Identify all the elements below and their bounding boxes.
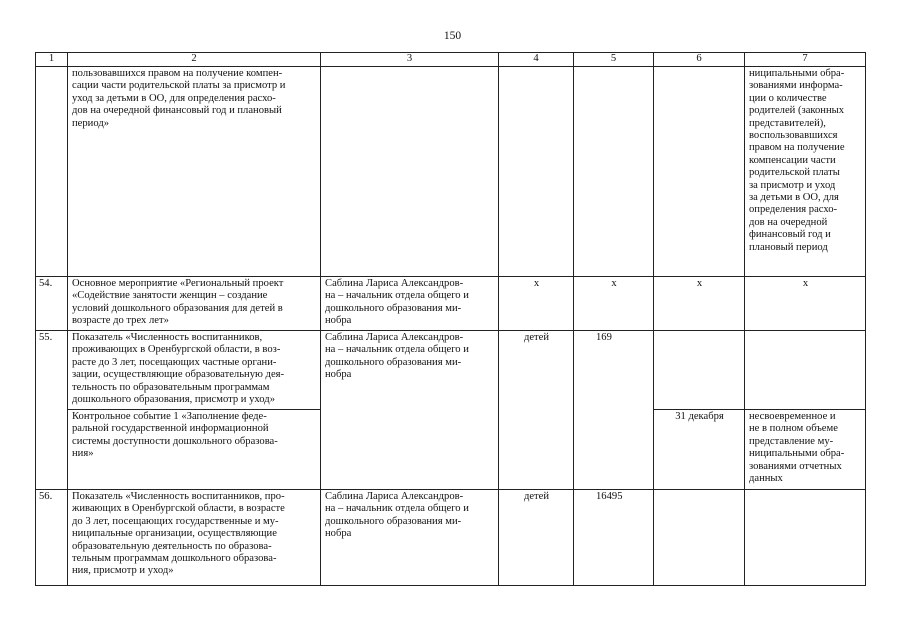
description-cell: Показатель «Численность воспитанников, проживающих в Оренбургской области, в воз- расте до 3 лет, посещающих частные органи- зации, осуществляющие образовательную дея- тельность по образовательным программам дошкольного образования, присмотр и уход» bbox=[68, 331, 321, 410]
table-row bbox=[36, 67, 866, 277]
unit-cell: детей bbox=[499, 490, 574, 586]
row-number bbox=[36, 67, 68, 277]
table-row bbox=[36, 277, 866, 331]
value-cell bbox=[574, 67, 654, 277]
unit-cell bbox=[499, 67, 574, 277]
deadline-cell bbox=[654, 331, 745, 410]
description-cell: Контрольное событие 1 «Заполнение феде- ральной государственной информационной системы доступности дошкольного образова- ния» bbox=[68, 410, 321, 490]
header-cell: 6 bbox=[654, 53, 745, 67]
header-cell: 2 bbox=[68, 53, 321, 67]
description-cell: Показатель «Численность воспитанников, про- живающих в Оренбургской области, в возрасте до 3 лет, посещающих государственные и му- ниципальные организации, осуществляющие образовательную деятельность по образова- тельным программам дошкольного образова- ния, присмотр и уход» bbox=[68, 490, 321, 586]
header-cell: 1 bbox=[36, 53, 68, 67]
deadline-cell: х bbox=[654, 277, 745, 331]
responsible-cell: Саблина Лариса Александров- на – начальник отдела общего и дошкольного образования ми- нобра bbox=[321, 490, 499, 586]
risk-cell: несвоевременное и не в полном объеме представление му- ниципальными обра- зованиями отчетных данных bbox=[745, 410, 866, 490]
value-cell: 16495 bbox=[574, 490, 654, 586]
risk-cell bbox=[745, 490, 866, 586]
unit-cell: х bbox=[499, 277, 574, 331]
page-number: 150 bbox=[443, 30, 462, 42]
value-cell: х bbox=[574, 277, 654, 331]
responsible-cell bbox=[321, 67, 499, 277]
deadline-cell: 31 декабря bbox=[654, 410, 745, 490]
table-row bbox=[36, 331, 866, 410]
deadline-cell bbox=[654, 490, 745, 586]
header-cell: 3 bbox=[321, 53, 499, 67]
row-number: 54. bbox=[36, 277, 68, 331]
deadline-cell bbox=[654, 67, 745, 277]
description-cell: Основное мероприятие «Региональный проект «Содействие занятости женщин – создание условий дошкольного образования для детей в возрасте до трех лет» bbox=[68, 277, 321, 331]
responsible-cell: Саблина Лариса Александров- на – начальник отдела общего и дошкольного образования ми- нобра bbox=[321, 277, 499, 331]
table-row bbox=[36, 490, 866, 586]
risk-cell bbox=[745, 331, 866, 410]
description-cell: пользовавшихся правом на получение компен- сации части родительской платы за присмотр и уход за детьми в ОО, для определения расхо- дов на очередной финансовый год и плановый период» bbox=[68, 67, 321, 277]
header-row bbox=[36, 53, 866, 67]
risk-cell: ниципальными обра- зованиями информа- ции о количестве родителей (законных представителей), воспользовавшихся правом на получение компенсации части родительской платы за присмотр и уход за детьми в ОО, для определения расхо- дов на очередной финансовый год и плановый период bbox=[745, 67, 866, 277]
row-number: 56. bbox=[36, 490, 68, 586]
row-number: 55. bbox=[36, 331, 68, 490]
risk-cell: х bbox=[745, 277, 866, 331]
header-cell: 7 bbox=[745, 53, 866, 67]
header-cell: 4 bbox=[499, 53, 574, 67]
plan-table bbox=[35, 52, 866, 586]
responsible-cell: Саблина Лариса Александров- на – начальник отдела общего и дошкольного образования ми- нобра bbox=[321, 331, 499, 490]
header-cell: 5 bbox=[574, 53, 654, 67]
value-cell: 169 bbox=[574, 331, 654, 490]
unit-cell: детей bbox=[499, 331, 574, 490]
